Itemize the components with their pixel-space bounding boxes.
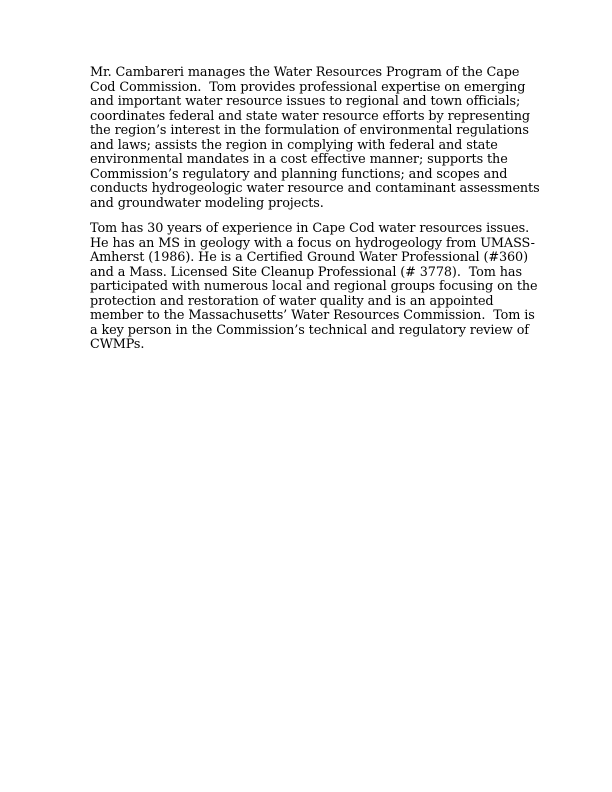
text-line: participated with numerous local and regional groups focusing on the (90, 279, 538, 294)
text-line: Mr. Cambareri manages the Water Resources Program of the Cape (90, 65, 520, 80)
paragraph (90, 66, 560, 211)
text-line: and laws; assists the region in complying with federal and state (90, 137, 498, 153)
text-line: Tom has 30 years of experience in Cape Cod water resources issues. (90, 221, 530, 236)
text-line: Cod Commission. Tom provides professional expertise on emerging (90, 79, 526, 95)
text-line: He has an MS in geology with a focus on hydrogeology from UMASS- (90, 235, 535, 251)
text-line: a key person in the Commission’s technical and regulatory review of (90, 322, 529, 338)
text-line: and a Mass. Licensed Site Cleanup Professional (# 3778). Tom has (90, 264, 522, 280)
text-line: CWMPs. (90, 337, 145, 352)
text-line: Amherst (1986). He is a Certified Ground Water Professional (#360) (90, 250, 528, 265)
text-line: and groundwater modeling projects. (90, 195, 324, 211)
text-line: environmental mandates in a cost effective manner; supports the (90, 152, 508, 167)
text-line: and important water resource issues to regional and town officials; (90, 94, 521, 109)
paragraph (90, 222, 560, 353)
text-line: Commission’s regulatory and planning functions; and scopes and (90, 166, 508, 182)
text-line: member to the Massachusetts’ Water Resources Commission. Tom is (90, 308, 535, 323)
text-line: the region’s interest in the formulation of environmental regulations (90, 123, 529, 138)
text-line: conducts hydrogeologic water resource and contaminant assessments (90, 181, 540, 196)
text-line: protection and restoration of water quality and is an appointed (90, 293, 494, 309)
text-line: coordinates federal and state water resource efforts by representing (90, 108, 531, 124)
bio-text-block (90, 66, 560, 353)
